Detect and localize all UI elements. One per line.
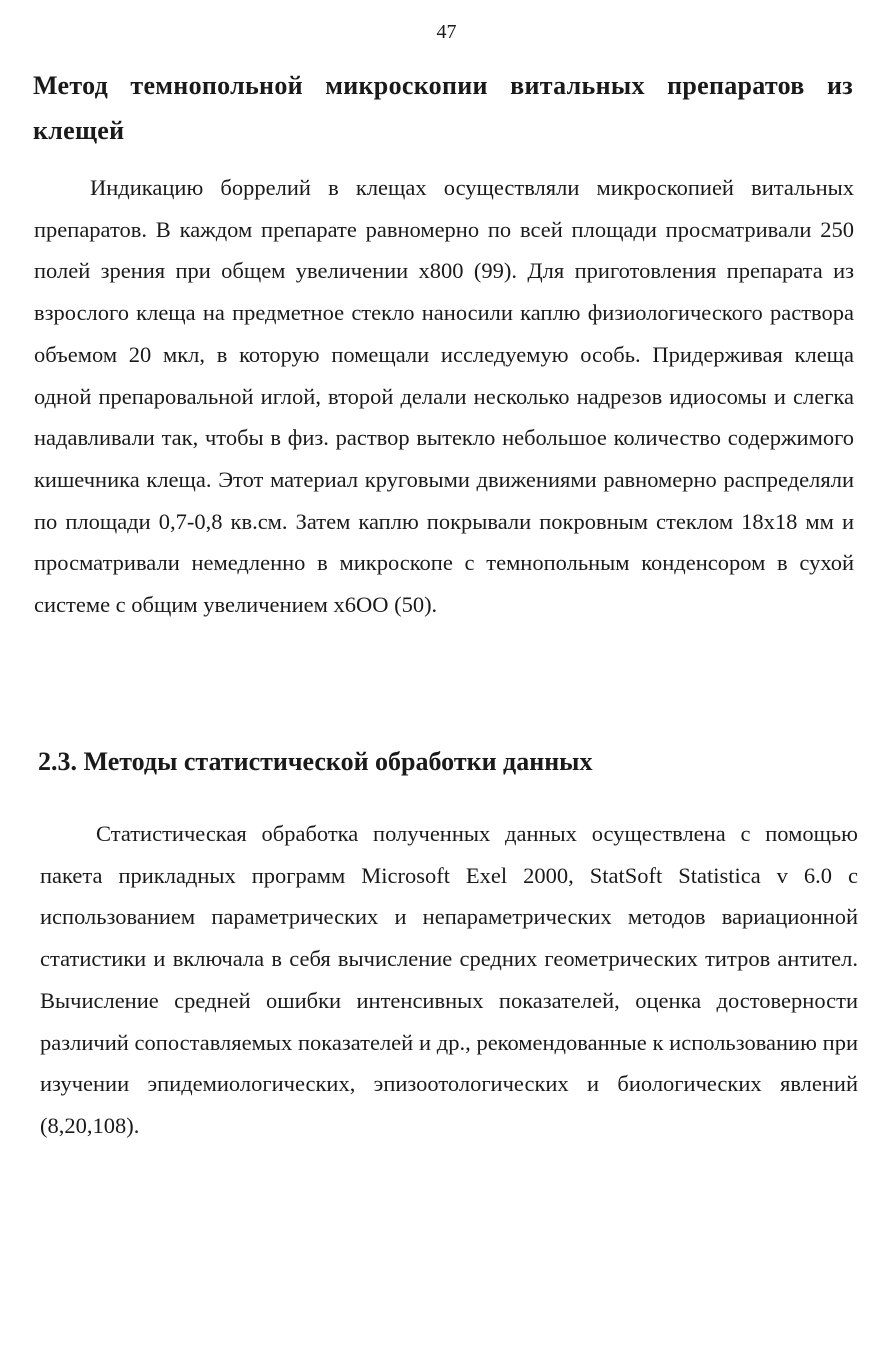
section-paragraph: Индикацию боррелий в клещах осуществляли микроскопией витальных препаратов. В каждом препарате равномерно по всей площади просматривали 250 полей зрения при общем увеличении х800 (99). Для приготовления препарата из взрослого клеща на предметное стекло наносили каплю физиологического раствора объемом 20 мкл, в которую помещали исследуемую особь. Придерживая клеща одной препаровальной иглой, второй делали несколько надрезов идиосомы и слегка надавливали так, чтобы в физ. раствор вытекло небольшое количество содержимого кишечника клеща. Этот материал круговыми движениями равномерно распределяли по площади 0,7-0,8 кв.см. Затем каплю покрывали покровным стеклом 18x18 мм и просматривали немедленно в микроскопе с темнопольным конденсором в сухой системе с общим увеличением х6ОО (50). bbox=[34, 175, 854, 618]
subsection-paragraph: Статистическая обработка полученных данных осуществлена с помощью пакета прикладных программ Microsoft Exel 2000, StatSoft Statistica v 6.0 с использованием параметрических и непараметрических методов вариационной статистики и включала в себя вычисление средних геометрических титров антител. Вычисление средней ошибки интенсивных показателей, оценка достоверности различий сопоставляемых показателей и др., рекомендованные к использованию при изучении эпидемиологических, эпизоотологических и биологических явлений (8,20,108). bbox=[40, 821, 858, 1138]
page-number: 47 bbox=[436, 21, 457, 43]
section-heading: Метод темнопольной микроскопии витальных препаратов из клещей bbox=[33, 71, 853, 145]
subsection-heading: 2.3. Методы статистической обработки данных bbox=[38, 747, 593, 776]
